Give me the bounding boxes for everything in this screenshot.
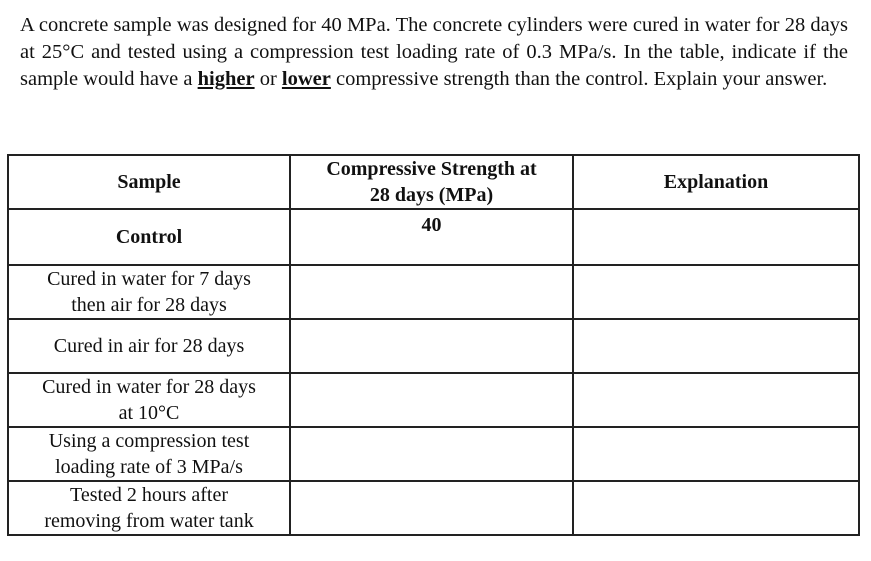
sample-text: Cured in water for 7 days [47,268,251,290]
explanation-cell[interactable] [573,319,859,373]
table-header-row [8,155,859,209]
emphasis-lower: lower [281,68,331,90]
sample-cell [8,209,290,265]
question-text [20,12,848,93]
question-connector: or [254,68,282,90]
question-part-1: A concrete sample was designed for 40 MPa. The concrete cylinders were cured in water for 28 days at 25°C and tested using a compression test loading rate of 0.3 MPa/s. In the table, indicate if the sample would have a [20,14,848,90]
table-row [8,265,859,319]
sample-cell [8,481,290,535]
sample-text: Cured in air for 28 days [53,335,245,357]
explanation-cell[interactable] [573,209,859,265]
sample-text: Control [115,226,183,248]
explanation-cell[interactable] [573,481,859,535]
strength-cell[interactable] [290,481,573,535]
header-strength-line-2: 28 days (MPa) [369,184,494,206]
sample-cell [8,427,290,481]
header-compressive-strength [290,155,573,209]
table-row [8,427,859,481]
question-part-2: compressive strength than the control. Explain your answer. [330,68,828,90]
sample-text: at 10°C [118,402,180,424]
sample-cell [8,373,290,427]
header-explanation: Explanation [573,155,859,209]
header-strength-line-1: Compressive Strength at [326,158,537,180]
table-row [8,319,859,373]
sample-text: loading rate of 3 MPa/s [55,456,243,478]
table-row [8,373,859,427]
sample-text: Using a compression test [48,430,250,452]
table-row [8,481,859,535]
sample-cell [8,265,290,319]
strength-cell[interactable] [290,427,573,481]
explanation-cell[interactable] [573,265,859,319]
strength-cell[interactable] [290,373,573,427]
sample-text: Tested 2 hours after [70,484,228,506]
answer-table [7,154,860,536]
strength-cell[interactable]: 40 [290,209,573,265]
explanation-cell[interactable] [573,373,859,427]
sample-text: then air for 28 days [71,294,227,316]
explanation-cell[interactable] [573,427,859,481]
strength-cell[interactable] [290,319,573,373]
sample-cell [8,319,290,373]
table-row-control [8,209,859,265]
strength-cell[interactable] [290,265,573,319]
sample-text: Cured in water for 28 days [42,376,256,398]
header-sample: Sample [8,155,290,209]
emphasis-higher: higher [197,68,255,90]
sample-text: removing from water tank [44,510,254,532]
